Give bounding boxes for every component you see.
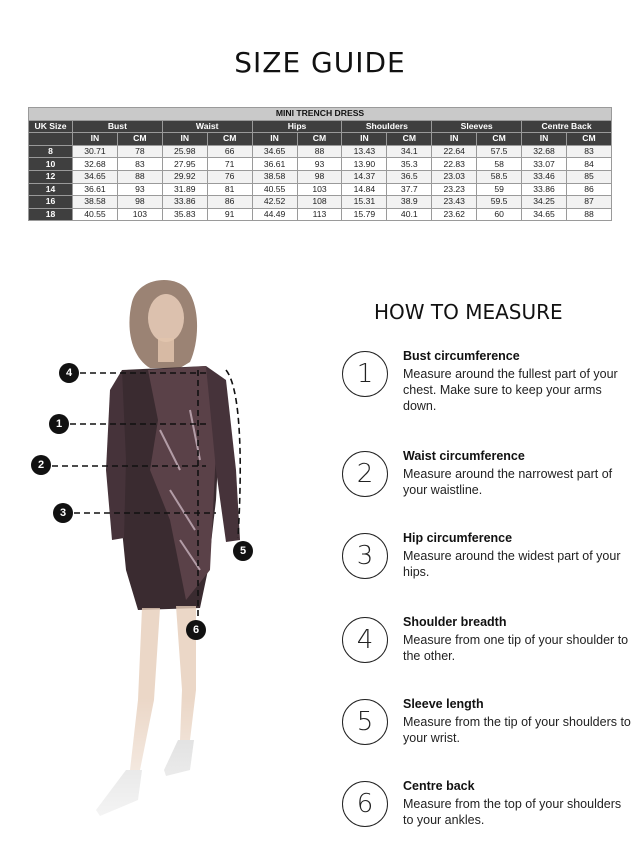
group-header-hips: Hips	[252, 120, 342, 133]
step-title: Centre back	[403, 779, 475, 793]
table-cell: 76	[207, 170, 252, 183]
table-cell: 83	[117, 158, 162, 171]
unit-header: IN	[73, 133, 118, 146]
unit-header: IN	[252, 133, 297, 146]
table-cell: 29.92	[162, 170, 207, 183]
table-cell: 36.5	[387, 170, 432, 183]
table-cell: 86	[566, 183, 611, 196]
step-number-circle: 4	[342, 617, 388, 663]
table-cell: 103	[117, 208, 162, 221]
table-cell: 84	[566, 158, 611, 171]
table-cell: 58	[477, 158, 522, 171]
table-cell: 58.5	[477, 170, 522, 183]
table-cell: 83	[566, 145, 611, 158]
size-cell: 8	[29, 145, 73, 158]
unit-header: IN	[342, 133, 387, 146]
group-header-shoulders: Shoulders	[342, 120, 432, 133]
table-cell: 86	[207, 196, 252, 209]
table-cell: 36.61	[73, 183, 118, 196]
table-cell: 38.9	[387, 196, 432, 209]
table-cell: 103	[297, 183, 342, 196]
size-table	[28, 107, 612, 221]
table-unit-row	[29, 133, 612, 146]
step-description: Measure from the top of your shoulders to your ankles.	[403, 797, 622, 827]
table-caption-row	[29, 108, 612, 121]
table-row	[29, 170, 612, 183]
table-cell: 71	[207, 158, 252, 171]
model-figure	[30, 270, 310, 840]
step-description: Measure from one tip of your shoulder to the other.	[403, 633, 629, 663]
table-cell: 33.46	[522, 170, 567, 183]
measure-step-hip	[342, 531, 632, 601]
table-cell: 33.86	[522, 183, 567, 196]
how-to-measure-heading: HOW TO MEASURE	[374, 300, 563, 324]
unit-header: IN	[432, 133, 477, 146]
step-title: Bust circumference	[403, 349, 520, 363]
table-cell: 13.43	[342, 145, 387, 158]
table-cell: 81	[207, 183, 252, 196]
table-cell: 60	[477, 208, 522, 221]
table-cell: 34.65	[522, 208, 567, 221]
table-cell: 40.55	[252, 183, 297, 196]
table-row	[29, 145, 612, 158]
size-cell: 10	[29, 158, 73, 171]
table-cell: 13.90	[342, 158, 387, 171]
unit-header-empty	[29, 133, 73, 146]
step-description: Measure around the narrowest part of your waistline.	[403, 467, 613, 497]
table-cell: 66	[207, 145, 252, 158]
size-cell: 16	[29, 196, 73, 209]
unit-header: CM	[387, 133, 432, 146]
table-cell: 42.52	[252, 196, 297, 209]
table-row	[29, 208, 612, 221]
table-cell: 23.23	[432, 183, 477, 196]
table-cell: 36.61	[252, 158, 297, 171]
table-cell: 88	[117, 170, 162, 183]
unit-header: CM	[297, 133, 342, 146]
table-cell: 32.68	[73, 158, 118, 171]
group-header-bust: Bust	[73, 120, 163, 133]
step-title: Shoulder breadth	[403, 615, 507, 629]
model-illustration	[30, 270, 310, 840]
step-description: Measure from the tip of your shoulders to your wrist.	[403, 715, 631, 745]
table-cell: 35.83	[162, 208, 207, 221]
step-number-circle: 3	[342, 533, 388, 579]
unit-header: CM	[207, 133, 252, 146]
measure-step-centre-back	[342, 779, 632, 849]
step-description: Measure around the fullest part of your chest. Make sure to keep your arms down.	[403, 367, 618, 413]
table-cell: 113	[297, 208, 342, 221]
step-number-circle: 1	[342, 351, 388, 397]
table-cell: 87	[566, 196, 611, 209]
measure-step-bust	[342, 349, 632, 419]
table-cell: 78	[117, 145, 162, 158]
table-cell: 34.65	[73, 170, 118, 183]
callout-3: 3	[53, 503, 73, 523]
table-cell: 38.58	[73, 196, 118, 209]
size-column-header: UK Size	[29, 120, 73, 133]
table-cell: 44.49	[252, 208, 297, 221]
table-cell: 88	[297, 145, 342, 158]
table-row	[29, 196, 612, 209]
step-number-circle: 5	[342, 699, 388, 745]
table-cell: 34.1	[387, 145, 432, 158]
table-cell: 31.89	[162, 183, 207, 196]
table-cell: 15.31	[342, 196, 387, 209]
group-header-waist: Waist	[162, 120, 252, 133]
unit-header: CM	[117, 133, 162, 146]
measure-step-shoulder	[342, 615, 632, 685]
table-cell: 30.71	[73, 145, 118, 158]
group-header-centre-back: Centre Back	[522, 120, 612, 133]
step-title: Sleeve length	[403, 697, 484, 711]
unit-header: CM	[566, 133, 611, 146]
table-row	[29, 158, 612, 171]
unit-header: IN	[162, 133, 207, 146]
table-cell: 91	[207, 208, 252, 221]
table-cell: 40.1	[387, 208, 432, 221]
measure-step-sleeve	[342, 697, 632, 767]
table-cell: 14.84	[342, 183, 387, 196]
table-cell: 59.5	[477, 196, 522, 209]
table-cell: 93	[117, 183, 162, 196]
size-cell: 12	[29, 170, 73, 183]
table-cell: 14.37	[342, 170, 387, 183]
table-header-row	[29, 120, 612, 133]
table-cell: 59	[477, 183, 522, 196]
size-cell: 14	[29, 183, 73, 196]
table-cell: 108	[297, 196, 342, 209]
table-cell: 23.03	[432, 170, 477, 183]
size-cell: 18	[29, 208, 73, 221]
table-cell: 33.07	[522, 158, 567, 171]
table-cell: 88	[566, 208, 611, 221]
step-title: Waist circumference	[403, 449, 525, 463]
step-number-circle: 2	[342, 451, 388, 497]
unit-header: IN	[522, 133, 567, 146]
table-cell: 25.98	[162, 145, 207, 158]
table-cell: 22.83	[432, 158, 477, 171]
table-cell: 35.3	[387, 158, 432, 171]
table-cell: 22.64	[432, 145, 477, 158]
step-title: Hip circumference	[403, 531, 513, 545]
table-cell: 27.95	[162, 158, 207, 171]
unit-header: CM	[477, 133, 522, 146]
table-cell: 32.68	[522, 145, 567, 158]
page-title: SIZE GUIDE	[234, 46, 406, 79]
table-cell: 37.7	[387, 183, 432, 196]
table-cell: 34.25	[522, 196, 567, 209]
table-cell: 23.43	[432, 196, 477, 209]
step-description: Measure around the widest part of your hips.	[403, 549, 621, 579]
group-header-sleeves: Sleeves	[432, 120, 522, 133]
callout-5: 5	[233, 541, 253, 561]
table-cell: 34.65	[252, 145, 297, 158]
step-number-circle: 6	[342, 781, 388, 827]
table-cell: 93	[297, 158, 342, 171]
callout-1: 1	[49, 414, 69, 434]
table-row	[29, 183, 612, 196]
table-caption: MINI TRENCH DRESS	[29, 108, 612, 121]
table-cell: 57.5	[477, 145, 522, 158]
callout-2: 2	[31, 455, 51, 475]
table-cell: 98	[297, 170, 342, 183]
table-cell: 98	[117, 196, 162, 209]
callout-6: 6	[186, 620, 206, 640]
table-cell: 40.55	[73, 208, 118, 221]
table-cell: 23.62	[432, 208, 477, 221]
table-cell: 33.86	[162, 196, 207, 209]
callout-4: 4	[59, 363, 79, 383]
table-cell: 38.58	[252, 170, 297, 183]
table-cell: 15.79	[342, 208, 387, 221]
measure-step-waist	[342, 449, 632, 519]
table-cell: 85	[566, 170, 611, 183]
